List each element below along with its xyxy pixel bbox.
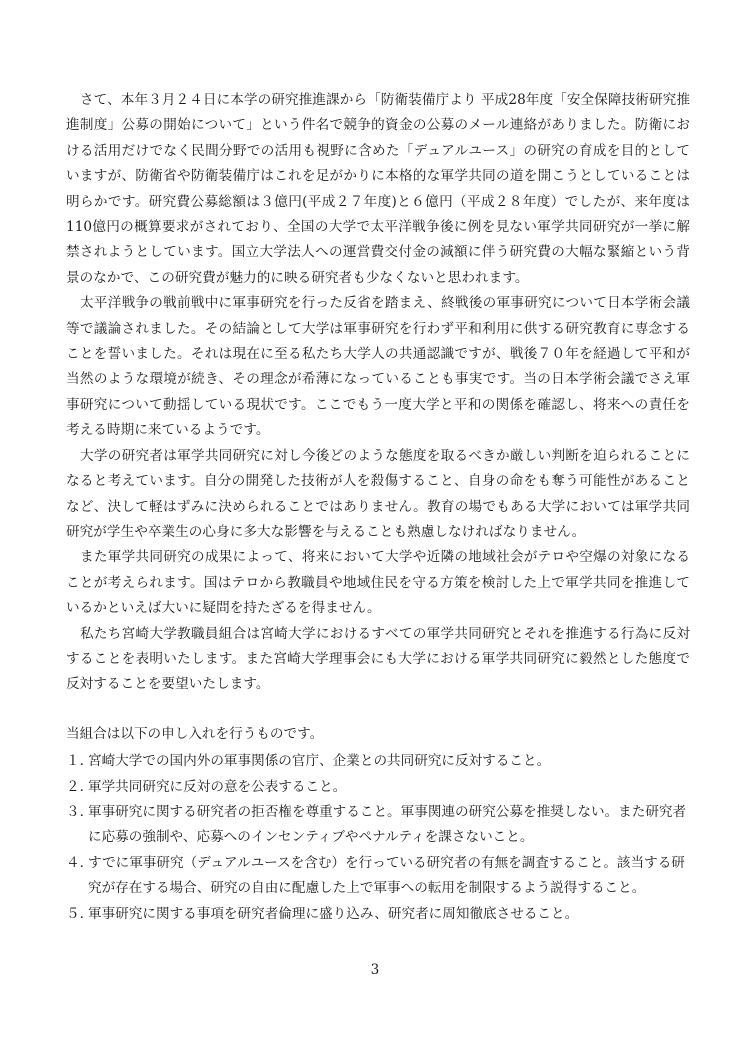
request-number: １． xyxy=(66,753,94,770)
body-paragraph: さて、本年３月２４日に本学の研究推進課から「防衛装備庁より 平成28年度「安全保障技術研究推進制度」公募の開始について」という件名で競争的資金の公募のメール連絡がありました。防衛における活用だけでなく民間分野での活用も視野に含めた「デュアルユース」の研究の育成を目的としていますが、防衛省や防衛装備庁はこれを足がかりに本格的な軍学共同の道を開こうとしていることは明らかです。研究費公募総額は３億円(平成２７年度)と６億円（平成２８年度）でしたが、来年度は110億円の概算要求がされており、全国の大学で太平洋戦争後に例を見ない軍学共同研究が一挙に解禁されようとしています。国立大学法人への運営費交付金の減額に伴う研究費の大幅な緊縮という背景のなかで、この研究費が魅力的に映る研究者も少なくないと思われます。 xyxy=(66,92,690,286)
request-text: すでに軍事研究（デュアルユースを含む）を行っている研究者の有無を調査すること。該当する研究が存在する場合、研究の自由に配慮した上で軍事への転用を制限するよう説得すること。 xyxy=(88,854,685,897)
section-spacer xyxy=(66,698,690,722)
request-number: ４． xyxy=(66,854,94,871)
request-text: 宮崎大学での国内外の軍事関係の官庁、企業との共同研究に反対すること。 xyxy=(88,753,551,770)
requests-intro: 当組合は以下の申し入れを行うものです。 xyxy=(66,725,324,742)
request-item xyxy=(66,851,690,902)
request-item xyxy=(66,800,690,851)
request-text: 軍事研究に関する事項を研究者倫理に盛り込み、研究者に周知徹底させること。 xyxy=(88,905,579,922)
body-paragraph: 私たち宮崎大学教職員組合は宮崎大学におけるすべての軍学共同研究とそれを推進する行為に反対することを表明いたします。また宮崎大学理事会にも大学における軍学共同研究に毅然とした態度で反対することを要望いたします。 xyxy=(66,625,690,693)
requests-list xyxy=(66,749,690,927)
request-item xyxy=(66,749,690,774)
body-paragraph: また軍学共同研究の成果によって、将来において大学や近隣の地域社会がテロや空爆の対象になることが考えられます。国はテロから教職員や地域住民を守る方策を検討した上で軍学共同を推進しているかといえば大いに疑問を持たざるを得ません。 xyxy=(66,549,690,617)
body-paragraph: 太平洋戦争の戦前戦中に軍事研究を行った反省を踏まえ、終戦後の軍事研究について日本学術会議等で議論されました。その結論として大学は軍事研究を行わず平和利用に供する研究教育に専念することを誓いました。それは現在に至る私たち大学人の共通認識ですが、戦後７０年を経過して平和が当然のような環境が続き、その理念が希薄になっていることも事実です。当の日本学術会議でさえ軍事研究について動揺している現状です。ここでもう一度大学と平和の関係を確認し、将来への責任を考える時期に来ているようです。 xyxy=(66,295,690,439)
request-item xyxy=(66,902,690,927)
request-number: ２． xyxy=(66,778,94,795)
body-paragraph: 大学の研究者は軍学共同研究に対し今後どのような態度を取るべきか厳しい判断を迫られることになると考えています。自分の開発した技術が人を殺傷すること、自身の命をも奪う可能性があることなど、決して軽はずみに決められることではありません。教育の場でもある大学においては軍学共同研究が学生や卒業生の心身に多大な影響を与えることも熟慮しなければなりません。 xyxy=(66,447,690,540)
page-number: 3 xyxy=(370,962,380,978)
document-body xyxy=(66,88,690,927)
request-text: 軍学共同研究に反対の意を公表すること。 xyxy=(88,778,347,795)
request-number: ５． xyxy=(66,905,94,922)
request-number: ３． xyxy=(66,803,94,820)
request-item xyxy=(66,775,690,800)
request-text: 軍事研究に関する研究者の拒否権を尊重すること。軍事関連の研究公募を推奨しない。また研究者に応募の強制や、応募へのインセンティブやペナルティを課さないこと。 xyxy=(88,803,687,846)
